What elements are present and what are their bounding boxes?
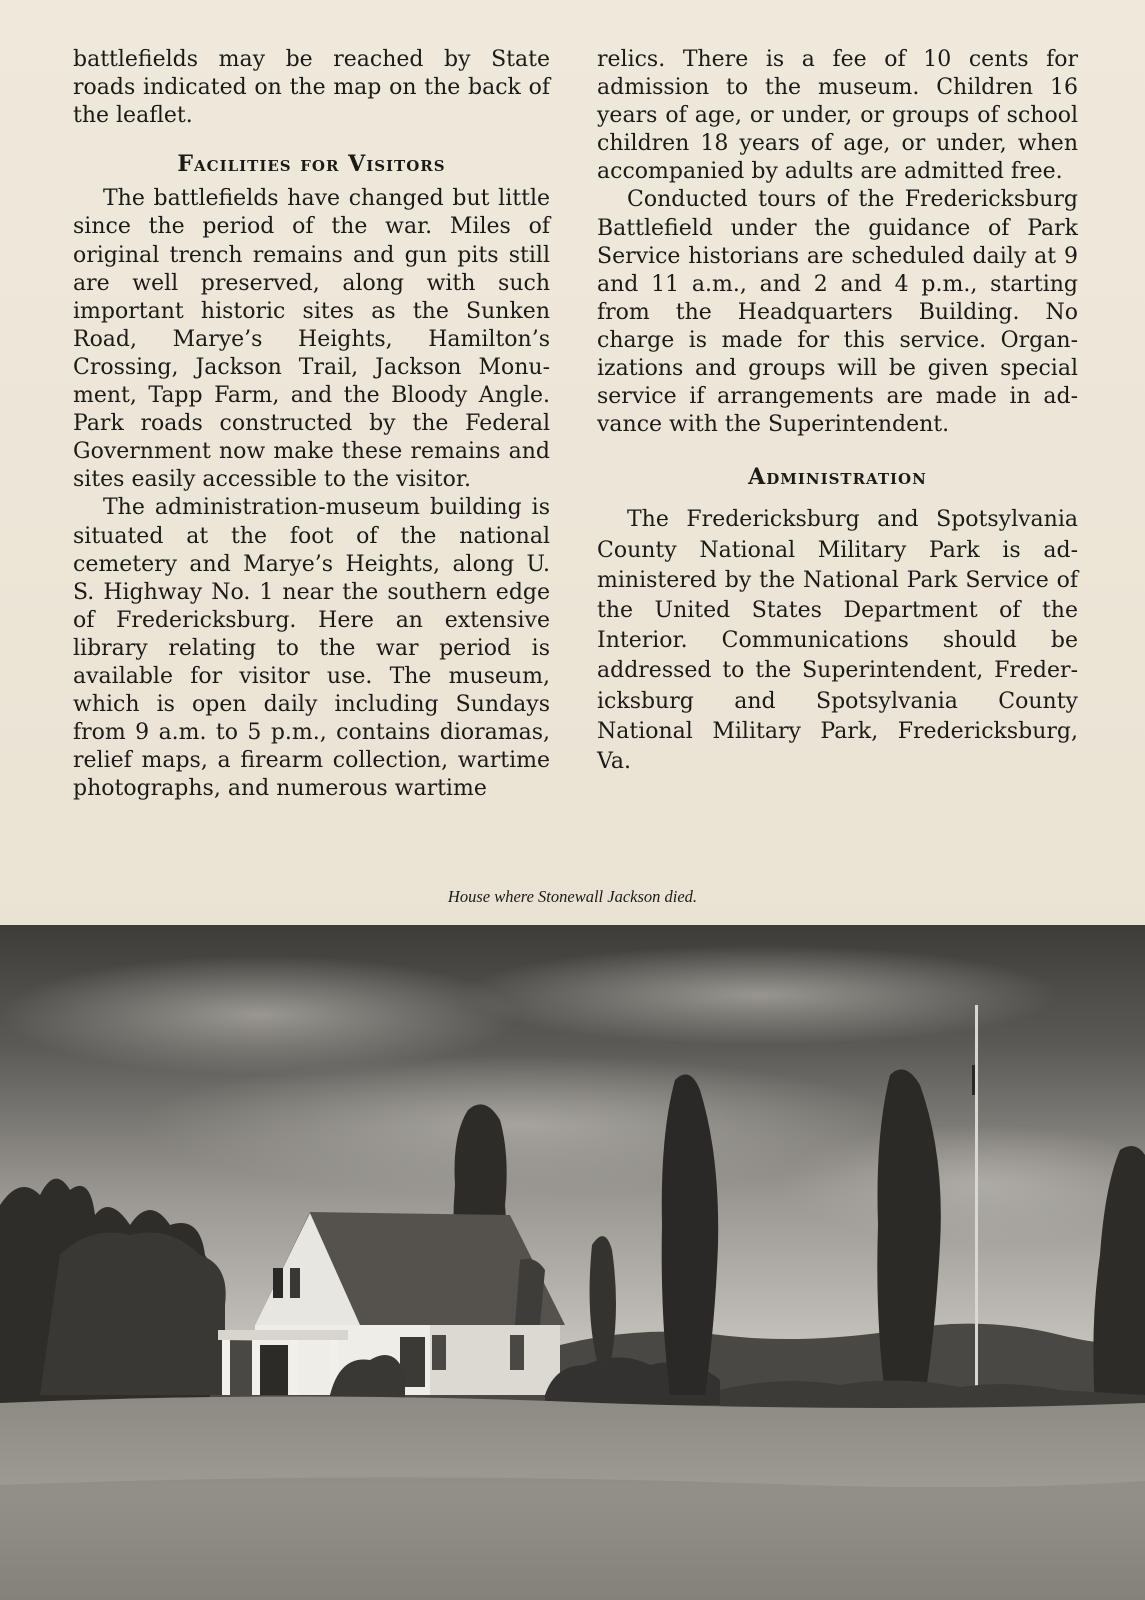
photo-caption: House where Stonewall Jackson died. xyxy=(447,887,698,906)
battlefields-paragraph: The battlefields have changed but little since the period of the war. Miles of original trench remains and gun pits still are well preserved, along with such important historic sites as the Sunken Road, Marye’s Heights, Hamilton’s Crossing, Jackson Trail, Jackson Monument, Tapp Farm, and the Bloody Angle. Park roads constructed by the Federal Government now make these remains and sites easily accessible to the visitor. xyxy=(73,186,550,493)
right-column xyxy=(597,46,1078,777)
relics-paragraph: relics. There is a fee of 10 cents for admission to the museum. Children 16 years of age, or under, or groups of school children 18 years of age, or under, when accompanied by adults are admitted free. xyxy=(597,47,1078,185)
tours-paragraph: Conducted tours of the Fredericksburg Battlefield under the guidance of Park Service historians are scheduled daily at 9 and 11 a.m., and 2 and 4 p.m., starting from the Headquarters Building. No charge is made for this service. Organizations and groups will be given special service if arrangements are made in advance with the Superintendent. xyxy=(597,187,1078,438)
flagpole xyxy=(975,1005,978,1430)
intro-paragraph: battlefields may be reached by State roads indicated on the map on the back of the leaflet. xyxy=(73,47,550,129)
facilities-heading: Facilities for Visitors xyxy=(177,151,446,178)
left-column xyxy=(73,46,550,803)
museum-paragraph: The administration-museum building is situated at the foot of the national cemetery and Marye’s Heights, along U. S. Highway No. 1 near the southern edge of Fredericksburg. Here an extensive library relating to the war period is available for visitor use. The museum, which is open daily including Sundays from 9 a.m. to 5 p.m., contains dioramas, relief maps, a firearm collection, wartime photographs, and numerous wartime xyxy=(73,495,550,802)
administration-heading: Administration xyxy=(748,464,927,491)
administration-paragraph: The Fredericksburg and Spotsylvania County National Military Park is administered by the National Park Service of the United States Department of the Interior. Communications should be addressed to the Superintendent, Fredericksburg and Spotsylvania County National Military Park, Fredericksburg, Va. xyxy=(597,507,1078,775)
house-photograph xyxy=(0,925,1145,1600)
